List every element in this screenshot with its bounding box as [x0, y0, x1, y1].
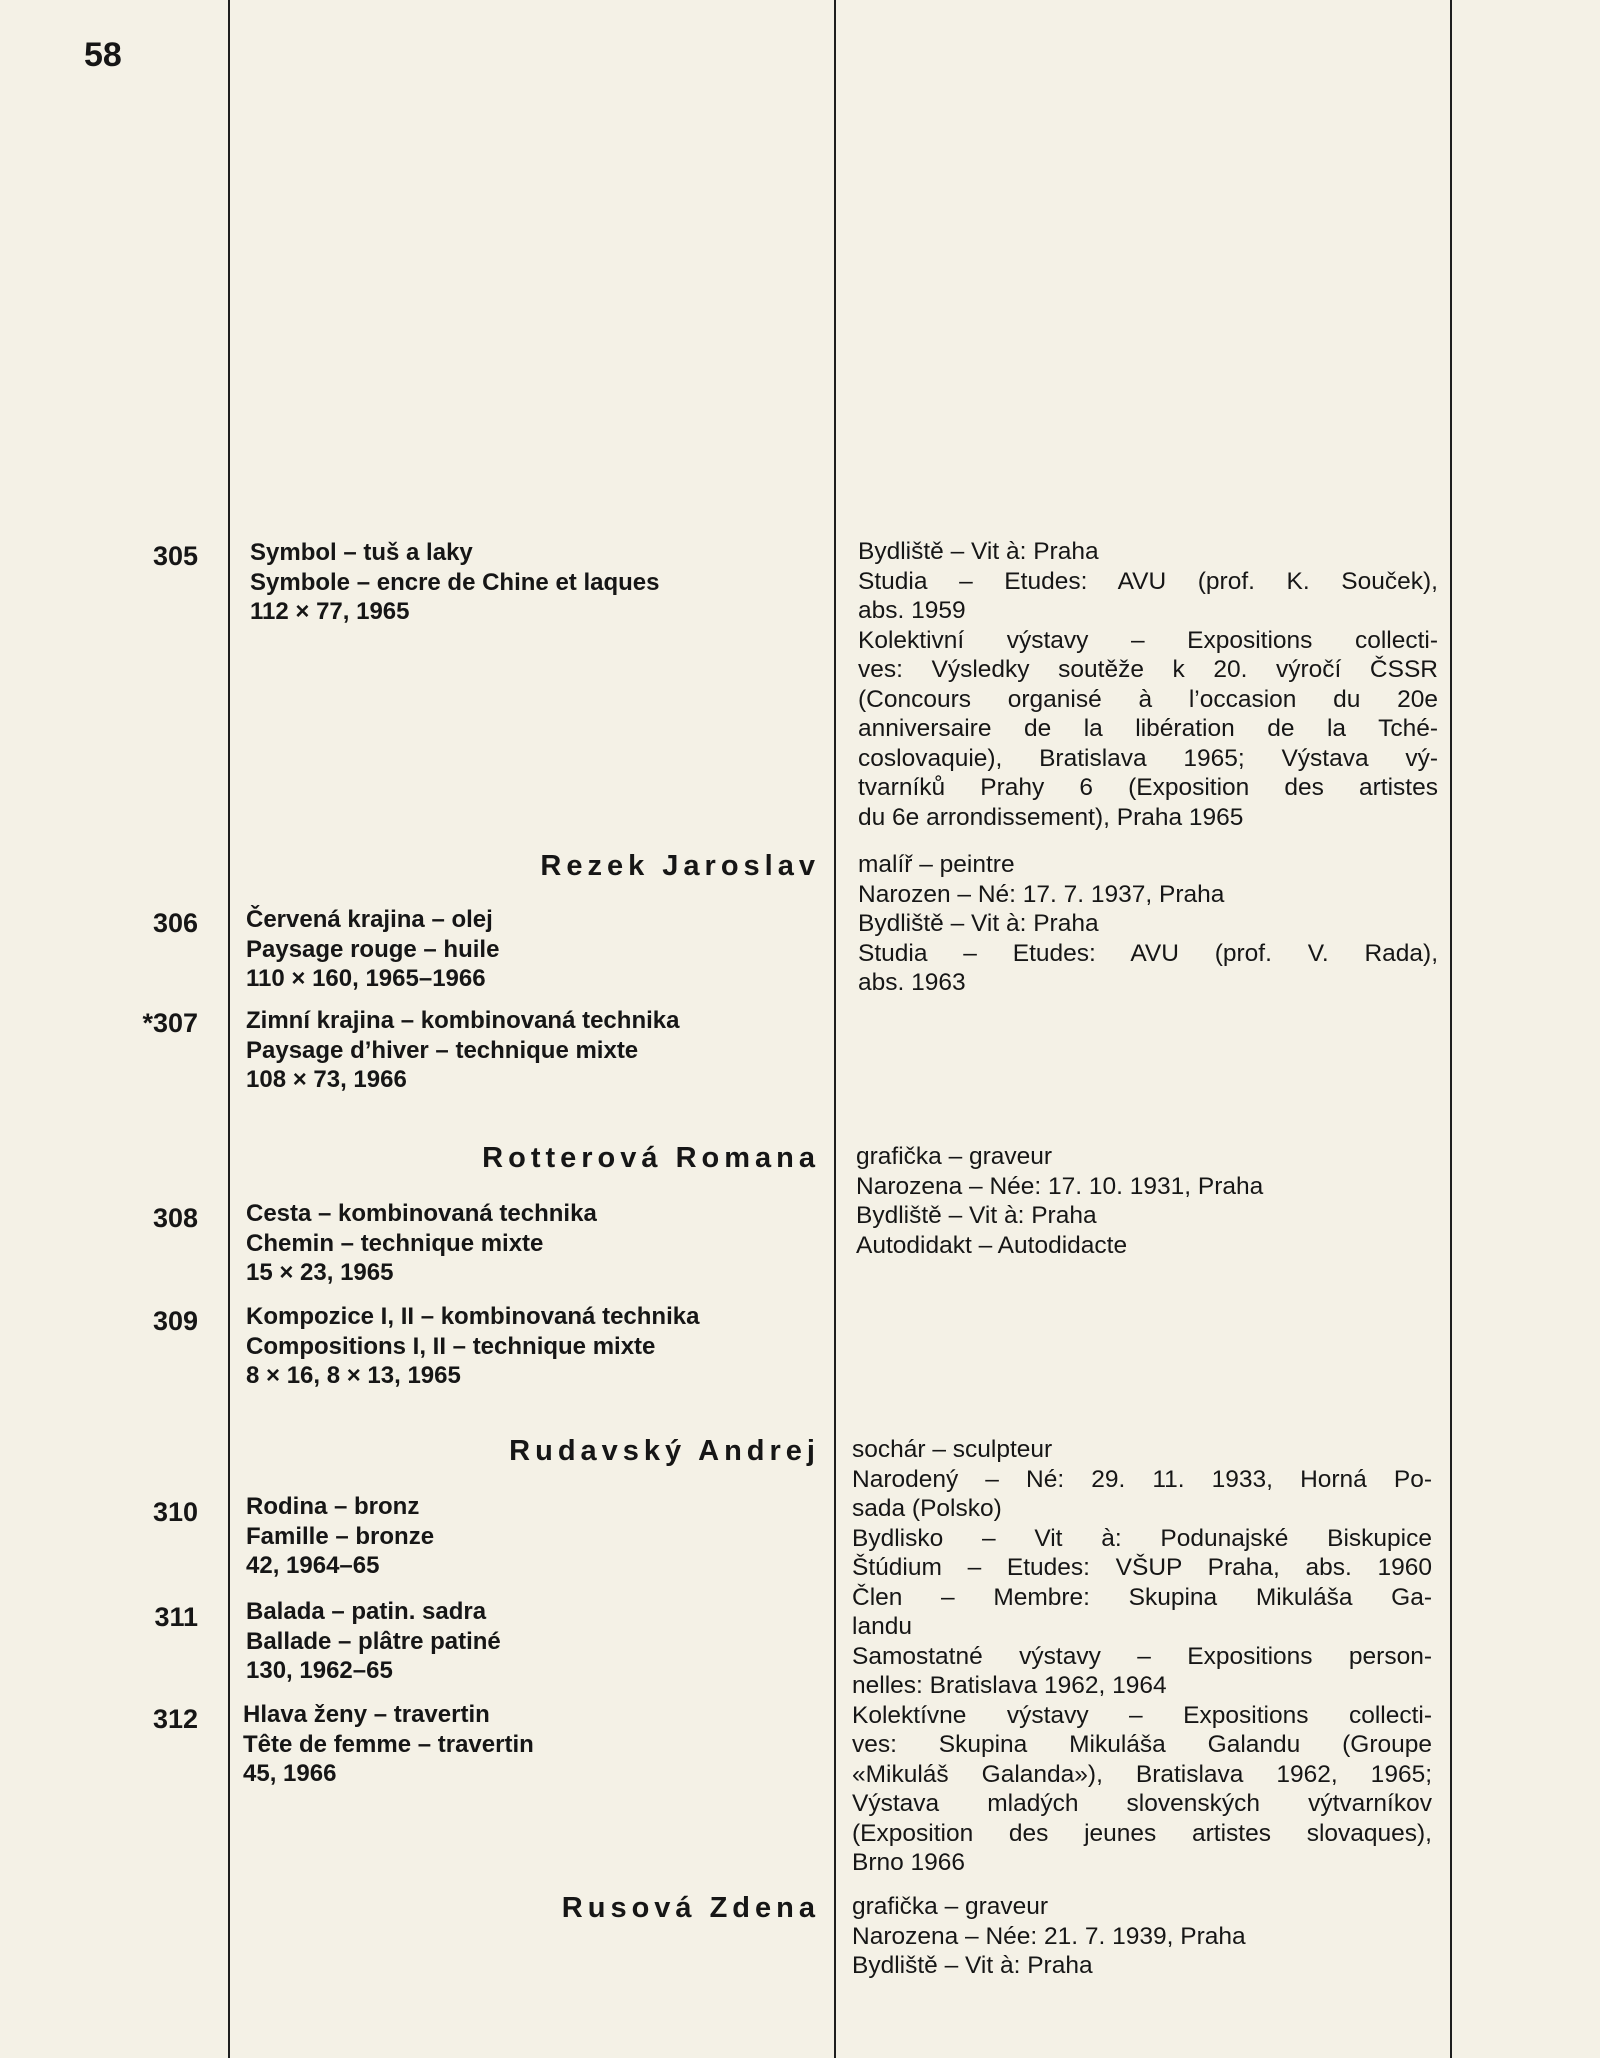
bio-line: nelles: Bratislava 1962, 1964 [852, 1672, 1167, 1699]
work-dimensions: 112 × 77, 1965 [250, 598, 410, 625]
bio-line: Bydlisko – Vit à: Podunajské Biskupice [852, 1524, 1432, 1552]
entry-description [250, 538, 840, 627]
work-title-czech: Cesta – kombinovaná technika [246, 1200, 597, 1227]
bio-line: Narodený – Né: 29. 11. 1933, Horná Po- [852, 1465, 1432, 1493]
bio-line: du 6e arrondissement), Praha 1965 [858, 803, 1244, 831]
work-dimensions: 15 × 23, 1965 [246, 1259, 394, 1286]
work-title-czech: Kompozice I, II – kombinovaná technika [246, 1303, 700, 1330]
bio-line: (Concours organisé à l’occasion du 20e [858, 685, 1438, 713]
work-dimensions: 42, 1964–65 [246, 1552, 380, 1579]
bio-line: coslovaquie), Bratislava 1965; Výstava vý- [858, 744, 1438, 772]
artist-name: Rusová Zdena [561, 1892, 820, 1924]
bio-line: Bydliště – Vit à: Praha [858, 910, 1099, 937]
work-dimensions: 130, 1962–65 [246, 1657, 393, 1684]
bio-line: Kolektívne výstavy – Expositions collecti- [852, 1701, 1432, 1729]
entry-number: 306 [152, 908, 198, 938]
bio-line: «Mikuláš Galanda»), Bratislava 1962, 1965; [852, 1760, 1432, 1788]
bio-line: tvarníků Prahy 6 (Exposition des artistes [858, 774, 1438, 801]
work-title-french: Paysage d’hiver – technique mixte [246, 1036, 639, 1064]
artist-bio [856, 1142, 1436, 1260]
page-number: 58 [84, 36, 122, 74]
bio-line: abs. 1959 [858, 597, 966, 624]
entry-description [246, 1199, 836, 1288]
entry-number: 309 [152, 1306, 198, 1336]
entry-number: *307 [142, 1008, 198, 1038]
bio-line: Narozen – Né: 17. 7. 1937, Praha [858, 880, 1225, 908]
bio-line: Samostatné výstavy – Expositions person- [852, 1642, 1432, 1670]
bio-line: Brno 1966 [852, 1849, 966, 1876]
bio-line: abs. 1963 [858, 969, 966, 996]
entry-description [246, 1492, 836, 1581]
bio-line: sochár – sculpteur [852, 1436, 1053, 1463]
work-dimensions: 45, 1966 [243, 1760, 337, 1787]
artist-name: Rezek Jaroslav [540, 850, 820, 882]
bio-line: ves: Skupina Mikuláša Galandu (Groupe [852, 1731, 1432, 1758]
artist-bio [852, 1892, 1432, 1981]
bio-line: Kolektivní výstavy – Expositions collecti- [858, 626, 1438, 654]
column-rule-right [1450, 0, 1452, 2058]
work-title-french: Chemin – technique mixte [246, 1229, 544, 1257]
bio-line: Studia – Etudes: AVU (prof. K. Souček), [858, 567, 1438, 595]
artist-bio [858, 850, 1438, 998]
entry-number: 310 [152, 1497, 198, 1527]
work-title-french: Ballade – plâtre patiné [246, 1627, 501, 1655]
entry-description [246, 1597, 836, 1686]
work-title-czech: Balada – patin. sadra [246, 1598, 487, 1625]
bio-line: Výstava mladých slovenských výtvarníkov [852, 1790, 1432, 1817]
work-dimensions: 108 × 73, 1966 [246, 1066, 407, 1093]
entry-number: 312 [152, 1704, 198, 1734]
bio-line: grafička – graveur [856, 1143, 1053, 1170]
entry-description [246, 1006, 836, 1095]
bio-line: Štúdium – Etudes: VŠUP Praha, abs. 1960 [852, 1554, 1432, 1581]
entry-description [246, 1302, 836, 1391]
work-title-czech: Zimní krajina – kombinovaná technika [246, 1007, 680, 1034]
bio-line: Bydliště – Vit à: Praha [858, 538, 1099, 565]
bio-line: anniversaire de la libération de la Tché- [858, 715, 1438, 742]
bio-line: landu [852, 1613, 912, 1640]
bio-line: Člen – Membre: Skupina Mikuláša Ga- [852, 1583, 1432, 1611]
column-rule-left [228, 0, 230, 2058]
artist-bio [858, 537, 1438, 832]
artist-name: Rudavský Andrej [509, 1435, 820, 1467]
bio-line: Studia – Etudes: AVU (prof. V. Rada), [858, 939, 1438, 967]
artist-name: Rotterová Romana [482, 1142, 820, 1174]
bio-line: malíř – peintre [858, 851, 1015, 878]
bio-line: (Exposition des jeunes artistes slovaques), [852, 1819, 1432, 1847]
entry-description [243, 1700, 833, 1789]
entry-number: 305 [152, 541, 198, 571]
work-title-czech: Symbol – tuš a laky [250, 539, 473, 566]
work-dimensions: 110 × 160, 1965–1966 [246, 965, 486, 992]
work-title-french: Symbole – encre de Chine et laques [250, 568, 660, 596]
entry-description [246, 905, 836, 994]
work-title-french: Famille – bronze [246, 1522, 435, 1550]
work-title-czech: Červená krajina – olej [246, 906, 493, 933]
bio-line: Narozena – Née: 17. 10. 1931, Praha [856, 1172, 1264, 1200]
work-title-french: Paysage rouge – huile [246, 935, 500, 963]
artist-bio [852, 1435, 1432, 1878]
bio-line: Narozena – Née: 21. 7. 1939, Praha [852, 1922, 1246, 1950]
bio-line: Autodidakt – Autodidacte [856, 1231, 1128, 1259]
entry-number: 311 [154, 1602, 198, 1632]
bio-line: grafička – graveur [852, 1893, 1049, 1920]
work-title-french: Tête de femme – travertin [243, 1730, 534, 1758]
bio-line: sada (Polsko) [852, 1495, 1002, 1522]
work-title-czech: Rodina – bronz [246, 1493, 420, 1520]
work-dimensions: 8 × 16, 8 × 13, 1965 [246, 1362, 461, 1389]
work-title-french: Compositions I, II – technique mixte [246, 1332, 656, 1360]
entry-number: 308 [152, 1203, 198, 1233]
work-title-czech: Hlava ženy – travertin [243, 1701, 490, 1728]
bio-line: Bydliště – Vit à: Praha [856, 1202, 1097, 1229]
bio-line: ves: Výsledky soutěže k 20. výročí ČSSR [858, 656, 1438, 683]
bio-line: Bydliště – Vit à: Praha [852, 1952, 1093, 1979]
